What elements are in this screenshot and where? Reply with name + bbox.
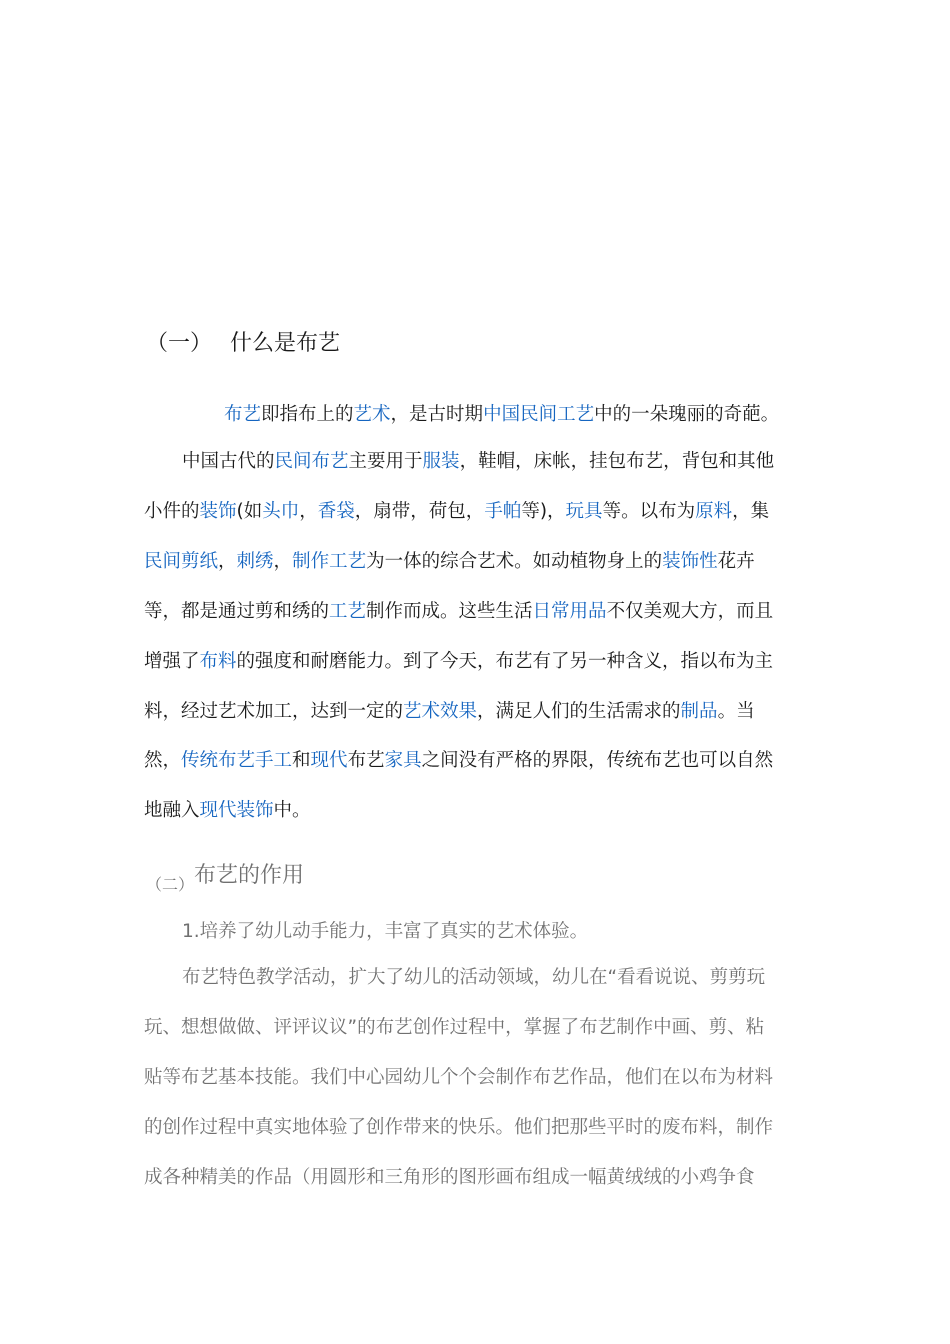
text-run: 花卉	[717, 551, 755, 572]
text-run: 地融入	[144, 800, 200, 821]
text-run: ，扇带，荷包，	[354, 501, 485, 522]
text-run: 小件的	[144, 501, 200, 522]
text-run: ，是古时期	[390, 404, 484, 425]
text-run: 之间没有严格的界限，传统布艺也可以自然	[421, 750, 774, 771]
inline-link[interactable]: 服装	[422, 451, 460, 472]
inline-link[interactable]: 工艺	[329, 601, 367, 622]
inline-link[interactable]: 布料	[199, 651, 237, 672]
text-run: ，满足人们的生活需求的	[477, 701, 681, 722]
section1-heading	[146, 326, 340, 357]
paragraph-line	[144, 700, 804, 724]
text-run: ，	[299, 501, 318, 522]
inline-link[interactable]: 现代装饰	[199, 800, 274, 821]
text-run: ，	[218, 551, 237, 572]
inline-link[interactable]: 日常用品	[532, 601, 607, 622]
paragraph-line	[144, 749, 804, 773]
text-run: ，	[273, 551, 293, 572]
text-run: ，集	[732, 501, 770, 522]
inline-link[interactable]: 布艺	[224, 404, 262, 425]
inline-link[interactable]: 艺术	[353, 404, 391, 425]
text-run: 中国古代的	[182, 451, 275, 472]
text-run: 制作而成。这些生活	[366, 601, 533, 622]
text-run: 中。	[273, 800, 311, 821]
inline-link[interactable]: 装饰	[199, 501, 237, 522]
inline-link[interactable]: 传统布艺手工	[181, 750, 293, 771]
text-run: 的强度和耐磨能力。到了今天，布艺有了另一种含义，指以布为主	[236, 651, 774, 672]
inline-link[interactable]: 家具	[384, 750, 422, 771]
text-run: 料，经过艺术加工，达到一定的	[144, 701, 404, 722]
text-run: 主要用于	[348, 451, 423, 472]
paragraph-line	[144, 799, 804, 823]
paragraph-line: 贴等布艺基本技能。我们中心园幼儿个个会制作布艺作品，他们在以布为材料	[144, 1067, 774, 1088]
inline-link[interactable]: 制作工艺	[292, 551, 367, 572]
text-run: 等)，	[521, 501, 566, 522]
text-run: 布艺	[347, 750, 385, 771]
paragraph-line	[144, 650, 804, 674]
inline-link[interactable]: 民间布艺	[274, 451, 349, 472]
inline-link[interactable]: 香袋	[317, 501, 355, 522]
section2-point1: 1.培养了幼儿动手能力，丰富了真实的艺术体验。	[182, 921, 589, 942]
inline-link[interactable]: 头巾	[262, 501, 300, 522]
paragraph-line: 玩、想想做做、评评议议”的布艺创作过程中，掌握了布艺制作中画、剪、粘	[144, 1017, 765, 1038]
text-run: ，鞋帽，床帐，挂包布艺，背包和其他	[459, 451, 775, 472]
text-run: (如	[236, 501, 263, 522]
section2-heading	[146, 858, 304, 895]
inline-link[interactable]: 现代	[310, 750, 348, 771]
text-run: 为一体的综合艺术。如动植物身上的	[366, 551, 663, 572]
text-run: 等。以布为	[602, 501, 696, 522]
text-run: 等，都是通过剪和绣的	[144, 601, 330, 622]
section1-paragraph1	[224, 403, 884, 427]
paragraph-line	[144, 500, 804, 524]
inline-link[interactable]: 玩具	[565, 501, 603, 522]
inline-link[interactable]: 民间剪纸	[144, 551, 219, 572]
text-run: 不仅美观大方，而且	[606, 601, 774, 622]
inline-link[interactable]: 手帕	[484, 501, 522, 522]
text-run: 增强了	[144, 651, 200, 672]
paragraph-line	[182, 450, 842, 474]
inline-link[interactable]: 制品	[680, 701, 718, 722]
text-run: 中的一朵瑰丽的奇葩。	[594, 404, 780, 425]
paragraph-line: 布艺特色教学活动，扩大了幼儿的活动领域，幼儿在“看看说说、剪剪玩	[182, 967, 766, 988]
section1-number: （一）	[146, 331, 213, 356]
text-run: 。当	[717, 701, 755, 722]
paragraph-line: 的创作过程中真实地体验了创作带来的快乐。他们把那些平时的废布料，制作	[144, 1117, 774, 1138]
text-run: 和	[292, 750, 311, 771]
inline-link[interactable]: 中国民间工艺	[483, 404, 595, 425]
section1-title: 什么是布艺	[230, 331, 341, 356]
inline-link[interactable]: 艺术效果	[403, 701, 478, 722]
text-run: 即指布上的	[261, 404, 354, 425]
section2-number: （二）	[146, 875, 195, 894]
inline-link[interactable]: 原料	[695, 501, 733, 522]
paragraph-line: 成各种精美的作品（用圆形和三角形的图形画布组成一幅黄绒绒的小鸡争食	[144, 1167, 755, 1188]
paragraph-line	[144, 550, 804, 574]
paragraph-line	[144, 600, 804, 624]
inline-link[interactable]: 装饰性	[662, 551, 718, 572]
section2-title: 布艺的作用	[194, 863, 305, 888]
inline-link[interactable]: 刺绣	[236, 551, 274, 572]
text-run: 然，	[144, 750, 182, 771]
